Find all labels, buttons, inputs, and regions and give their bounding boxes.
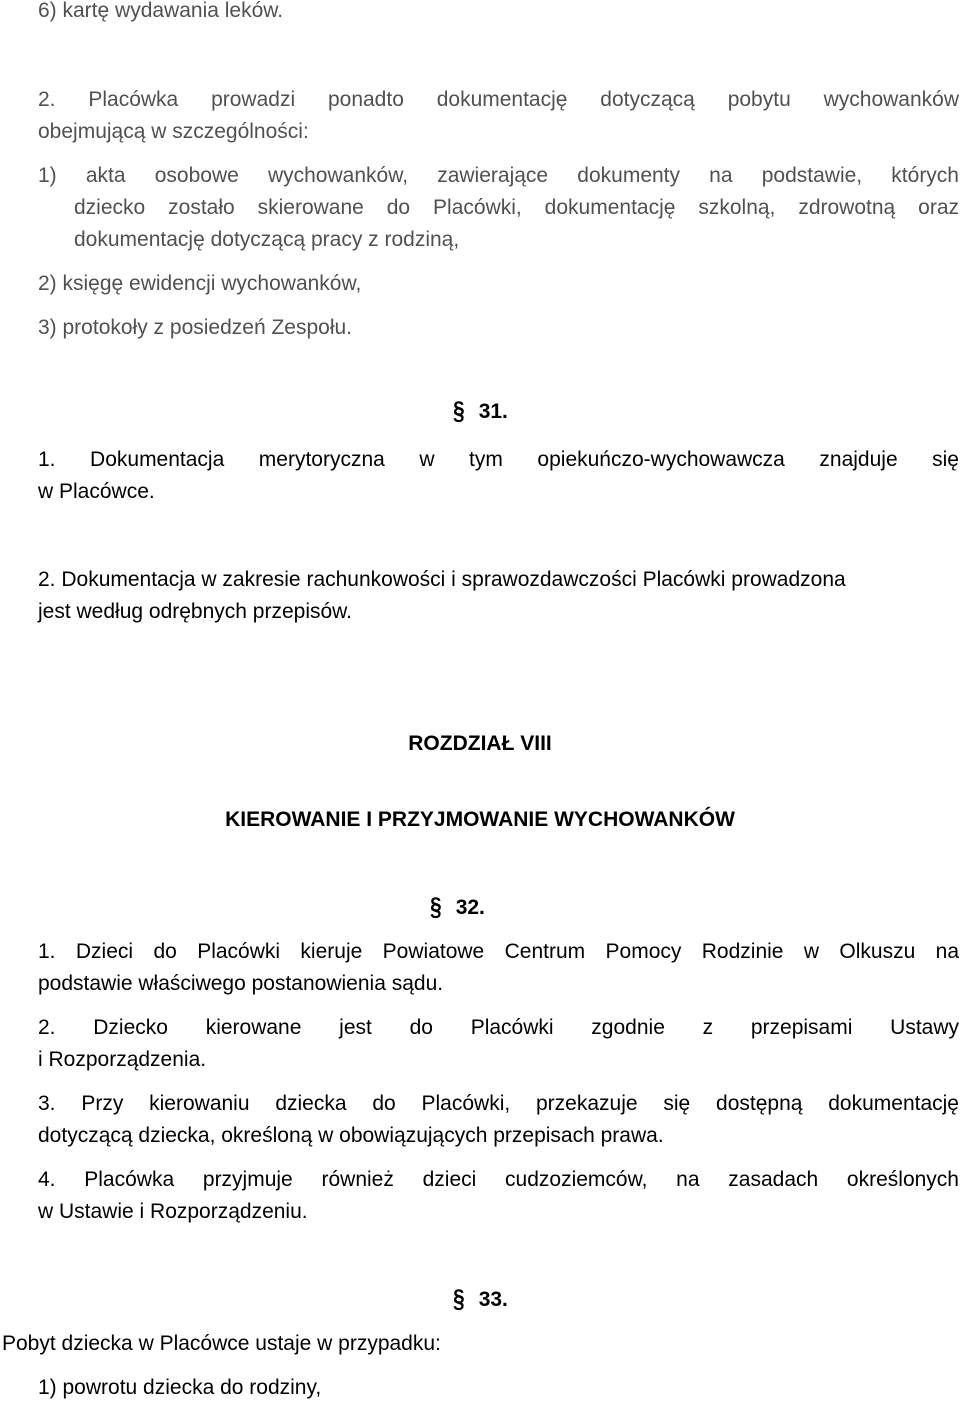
s32-paragraph-1-line-2: podstawie właściwego postanowienia sądu. (38, 972, 444, 995)
section-32-heading (430, 893, 485, 922)
item-2: 2) księgę ewidencji wychowanków, (38, 272, 362, 295)
section-sign-icon: § (430, 893, 442, 922)
s32-paragraph-2-line-2: i Rozporządzenia. (38, 1048, 207, 1071)
s31-paragraph-1-line-1: 1. Dokumentacja merytoryczna w tym opiekuńczo-wychowawcza znajduje się (38, 448, 959, 471)
s31-paragraph-2-line-2: jest według odrębnych przepisów. (38, 600, 353, 623)
paragraph-2-line-1: 2. Placówka prowadzi ponadto dokumentację dotyczącą pobytu wychowanków (38, 88, 959, 111)
s31-paragraph-2-line-1: 2. Dokumentacja w zakresie rachunkowości i sprawozdawczości Placówki prowadzona (38, 568, 846, 591)
s32-paragraph-1-line-1: 1. Dzieci do Placówki kieruje Powiatowe Centrum Pomocy Rodzinie w Olkuszu na (38, 940, 959, 963)
s32-paragraph-3-line-2: dotyczącą dziecka, określoną w obowiązujących przepisach prawa. (38, 1124, 664, 1147)
section-31-number: 31. (478, 400, 508, 423)
item-1-line-1: 1) akta osobowe wychowanków, zawierające dokumenty na podstawie, których (38, 164, 959, 187)
item-1-line-2: dziecko zostało skierowane do Placówki, dokumentację szkolną, zdrowotną oraz (74, 196, 959, 219)
s32-paragraph-4-line-1: 4. Placówka przyjmuje również dzieci cudzoziemców, na zasadach określonych (38, 1168, 959, 1191)
list-item-6: 6) kartę wydawania leków. (38, 0, 284, 22)
s31-paragraph-1-line-2: w Placówce. (38, 480, 155, 503)
s33-item-1: 1) powrotu dziecka do rodziny, (38, 1376, 322, 1399)
item-3: 3) protokoły z posiedzeń Zespołu. (38, 316, 353, 339)
chapter-title: KIEROWANIE I PRZYJMOWANIE WYCHOWANKÓW (225, 808, 735, 831)
s32-paragraph-3-line-1: 3. Przy kierowaniu dziecka do Placówki, przekazuje się dostępną dokumentację (38, 1092, 959, 1115)
section-33-heading (453, 1285, 508, 1314)
section-sign-icon: § (453, 397, 465, 426)
s33-intro: Pobyt dziecka w Placówce ustaje w przypadku: (2, 1332, 441, 1355)
section-32-number: 32. (455, 896, 485, 919)
chapter-number: ROZDZIAŁ VIII (408, 732, 552, 755)
paragraph-2-line-2: obejmującą w szczególności: (38, 120, 309, 143)
section-33-number: 33. (478, 1288, 508, 1311)
s32-paragraph-2-line-1: 2. Dziecko kierowane jest do Placówki zgodnie z przepisami Ustawy (38, 1016, 959, 1039)
section-31-heading (453, 397, 508, 426)
s32-paragraph-4-line-2: w Ustawie i Rozporządzeniu. (38, 1200, 308, 1223)
section-sign-icon: § (453, 1285, 465, 1314)
item-1-line-3: dokumentację dotyczącą pracy z rodziną, (74, 228, 460, 251)
